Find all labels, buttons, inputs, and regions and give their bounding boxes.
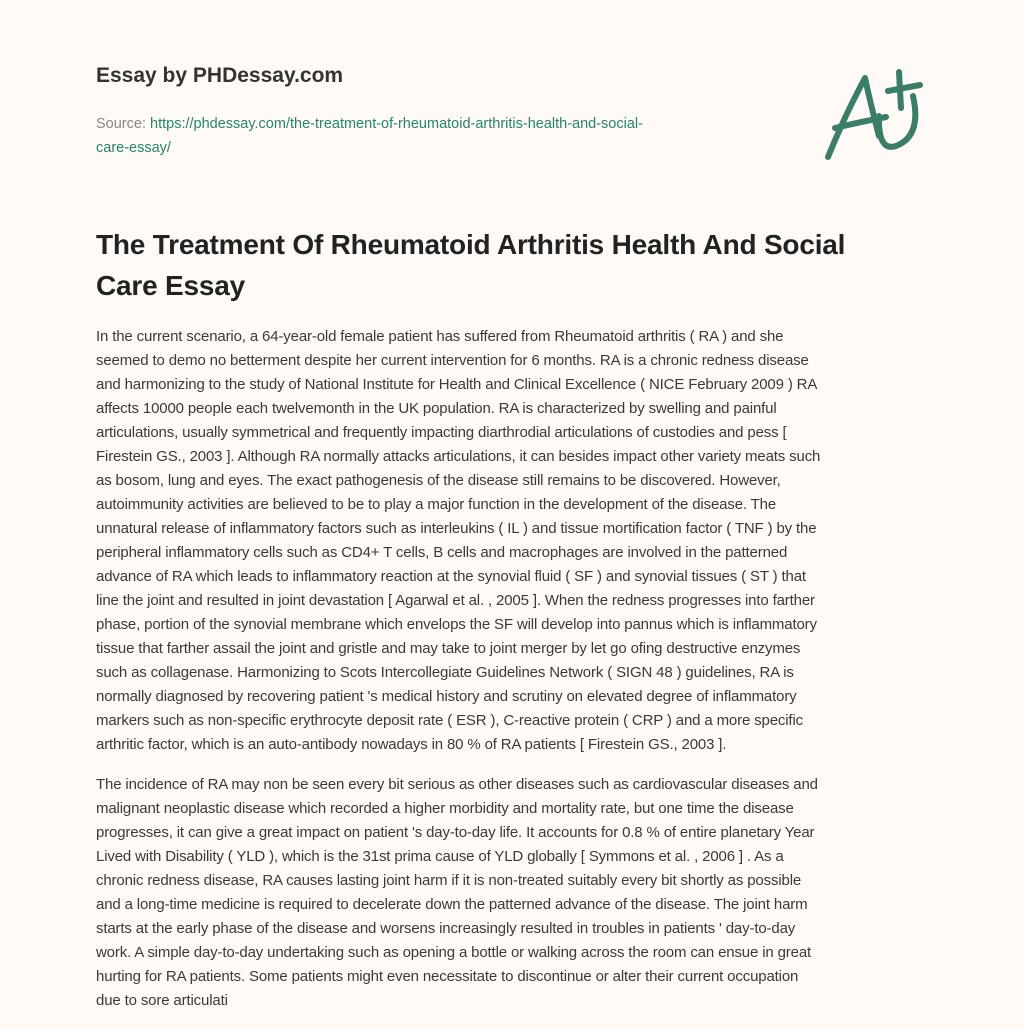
paragraph-line: work. A simple day-to-day undertaking such as opening a bottle or walking across the room can ensue in great (96, 944, 812, 961)
paragraph-line: due to sore articulati (96, 992, 228, 1009)
paragraph-line: arthritic factor, which is an auto-antibody nowadays in 80 % of RA patients [ Firestein GS., 2003 ]. (96, 736, 727, 753)
paragraph-line: articulations, usually symmetrical and frequently impacting diarthrodial articulations of custodies and pess [ (96, 424, 787, 441)
source-line (96, 112, 776, 160)
paragraph-line: progresses, it can give a great impact on patient 's day-to-day life. It accounts for 0.8 % of entire planetary Year (96, 824, 815, 841)
paragraph-line: as bosom, lung and eyes. The exact pathogenesis of the disease still remains to be discovered. However, (96, 472, 781, 489)
article-body (96, 325, 936, 1029)
paragraph-line: and a long-time medicine is required to decelerate down the patterned advance of the disease. The joint harm (96, 896, 808, 913)
paragraph-line: The incidence of RA may non be seen every bit serious as other diseases such as cardiovascular diseases and (96, 776, 818, 793)
paragraph-line: seemed to demo no betterment despite her current intervention for 6 months. RA is a chronic redness disease (96, 352, 809, 369)
paragraph-line: chronic redness disease, RA causes lasting joint harm if it is non-treated suitably every bit shortly as possible (96, 872, 802, 889)
source-label: Source: (96, 116, 146, 132)
paragraph-line: In the current scenario, a 64-year-old female patient has suffered from Rheumatoid arthritis ( RA ) and she (96, 328, 784, 345)
source-link[interactable]: https://phdessay.com/the-treatment-of-rheumatoid-arthritis-health-and-social- care-essay/ (96, 116, 643, 156)
paragraph-line: starts at the early phase of the disease and worsens increasingly resulted in troubles in patients ' day-to-day (96, 920, 796, 937)
paragraph-line: such as collagenase. Harmonizing to Scots Intercollegiate Guidelines Network ( SIGN 48 ) guidelines, RA is (96, 664, 794, 681)
paragraph-line: Lived with Disability ( YLD ), which is the 31st prima cause of YLD globally [ Symmons et al. , 2006 ] . As a (96, 848, 784, 865)
paragraph-line: hurting for RA patients. Some patients might even necessitate to discontinue or alter their current occupation (96, 968, 799, 985)
paragraph-line: affects 10000 people each twelvemonth in the UK population. RA is characterized by swelling and painful (96, 400, 777, 417)
paragraph-line: Firestein GS., 2003 ]. Although RA normally attacks articulations, it can besides impact other variety meats such (96, 448, 821, 465)
title-line: The Treatment Of Rheumatoid Arthritis Health And Social (96, 229, 846, 260)
site-title: Essay by PHDessay.com (96, 64, 344, 87)
paragraph-line: and harmonizing to the study of National Institute for Health and Clinical Excellence ( NICE February 2009 ) RA (96, 376, 818, 393)
paragraph-line: unnatural release of inflammatory factors such as interleukins ( IL ) and tissue mortification factor ( TNF ) by the (96, 520, 817, 537)
paragraph-line: normally diagnosed by recovering patient 's medical history and scrutiny on elevated degree of inflammatory (96, 688, 797, 705)
paragraph (96, 325, 936, 757)
paragraph-line: tissue that farther assail the joint and gristle and may take to joint merger by let go ofing destructive enzymes (96, 640, 801, 657)
paragraph-line: autoimmunity activities are believed to be to play a major function in the development of the disease. The (96, 496, 777, 513)
article-title (96, 224, 936, 306)
paragraph-line: malignant neoplastic disease which recorded a higher morbidity and mortality rate, but one time the disease (96, 800, 794, 817)
paragraph-line: line the joint and resulted in joint devastation [ Agarwal et al. , 2005 ]. When the redness progresses into farther (96, 592, 815, 609)
title-line: Care Essay (96, 270, 246, 301)
paragraph (96, 773, 936, 1013)
paragraph-line: advance of RA which leads to inflammatory reaction at the synovial fluid ( SF ) and synovial tissues ( ST ) that (96, 568, 806, 585)
a-plus-logo-icon (800, 40, 950, 180)
paragraph-line: peripheral inflammatory cells such as CD4+ T cells, B cells and macrophages are involved in the patterned (96, 544, 788, 561)
paragraph-line: markers such as non-specific erythrocyte deposit rate ( ESR ), C-reactive protein ( CRP ) and a more specific (96, 712, 803, 729)
paragraph-line: phase, portion of the synovial membrane which envelops the SF will develop into pannus which is inflammatory (96, 616, 817, 633)
